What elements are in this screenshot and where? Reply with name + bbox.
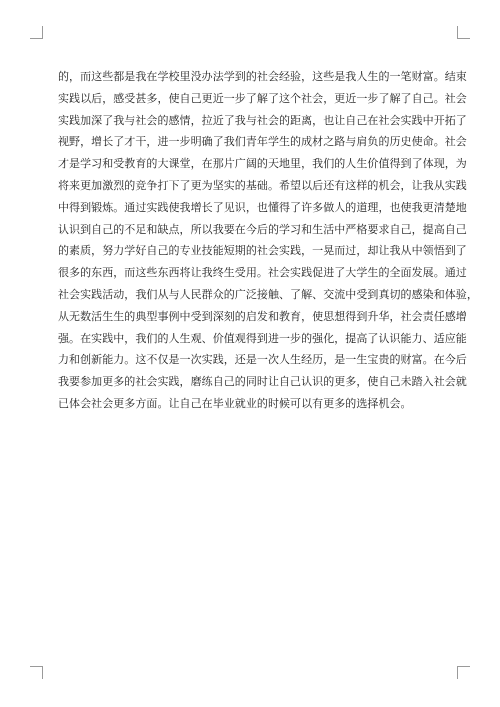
- text-line: 力和创新能力。这不仅是一次实践，还是一次人生经历，是一生宝贵的财富。在今后: [58, 353, 467, 367]
- text-line: 的素质，努力学好自己的专业技能短期的社会实践，一晃而过，却让我从中领悟到了: [58, 244, 467, 258]
- crop-mark-top-left: [30, 26, 43, 39]
- text-line: 才是学习和受教育的大课堂，在那片广阔的天地里，我们的人生价值得到了体现，为: [58, 157, 467, 171]
- text-line: 的，而这些都是我在学校里没办法学到的社会经验，这些是我人生的一笔财富。结束: [58, 70, 467, 83]
- text-line: 视野，增长了才干，进一步明确了我们青年学生的成材之路与肩负的历史使命。社会: [58, 135, 467, 149]
- text-line: 认识到自己的不足和缺点，所以我要在今后的学习和生活中严格要求自己，提高自己: [58, 222, 467, 236]
- text-line: 社会实践活动，我们从与人民群众的广泛接触、了解、交流中受到真切的感染和体验，: [58, 287, 478, 301]
- body-paragraph: [58, 66, 478, 415]
- text-line: 实践加深了我与社会的感情，拉近了我与社会的距离，也让自己在社会实践中开拓了: [58, 113, 467, 127]
- crop-mark-top-right: [457, 26, 470, 39]
- text-line: 已体会社会更多方面。让自己在毕业就业的时候可以有更多的选择机会。: [58, 396, 412, 410]
- crop-mark-bottom-right: [457, 666, 470, 679]
- crop-mark-bottom-left: [30, 666, 43, 679]
- text-line: 我要参加更多的社会实践，磨练自己的同时让自己认识的更多，使自己未踏入社会就: [58, 375, 467, 389]
- text-line: 从无数活生生的典型事例中受到深刻的启发和教育，使思想得到升华，社会责任感增: [58, 309, 467, 323]
- text-line: 实践以后，感受甚多，使自己更近一步了解了这个社会，更近一步了解了自己。社会: [58, 91, 467, 105]
- text-line: 很多的东西，而这些东西将让我终生受用。社会实践促进了大学生的全面发展。通过: [58, 266, 467, 280]
- text-line: 中得到锻炼。通过实践使我增长了见识，也懂得了许多做人的道理，也使我更清楚地: [58, 200, 467, 214]
- text-line: 将来更加激烈的竞争打下了更为坚实的基础。希望以后还有这样的机会，让我从实践: [58, 178, 467, 192]
- text-line: 强。在实践中，我们的人生观、价值观得到进一步的强化，提高了认识能力、适应能: [58, 331, 467, 345]
